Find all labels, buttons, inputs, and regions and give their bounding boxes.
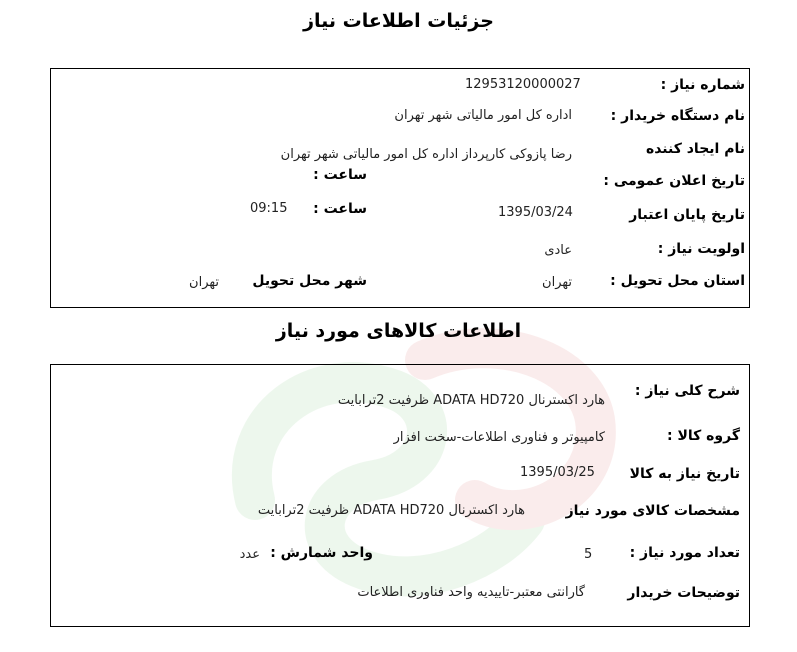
qty-label: تعداد مورد نیاز :	[629, 545, 740, 561]
group-label: گروه کالا :	[667, 428, 740, 444]
city-value: تهران	[189, 275, 219, 290]
need-number-value: 12953120000027	[465, 77, 581, 92]
desc-label: شرح کلی نیاز :	[634, 383, 740, 399]
items-title: اطلاعات کالاهای مورد نیاز	[275, 320, 522, 342]
announce-label: تاریخ اعلان عمومی :	[603, 173, 745, 189]
group-value: کامپیوتر و فناوری اطلاعات-سخت افزار	[393, 430, 605, 445]
details-title: جزئیات اطلاعات نیاز	[303, 10, 494, 32]
province-value: تهران	[542, 275, 572, 290]
expiry-date-value: 1395/03/24	[498, 205, 573, 220]
notes-value: گارانتی معتبر-تاییدیه واحد فناوری اطلاعات	[357, 585, 585, 600]
need-number-label: شماره نیاز :	[660, 77, 745, 93]
desc-value: هارد اکسترنال ADATA HD720 ظرفیت 2ترابایت	[337, 393, 605, 408]
province-label: استان محل تحویل :	[610, 273, 745, 289]
need-date-value: 1395/03/25	[520, 465, 595, 480]
creator-value: رضا پازوکی کارپرداز اداره کل امور مالیاتی شهر تهران	[280, 147, 572, 162]
unit-value: عدد	[239, 547, 260, 562]
expiry-label: تاریخ پایان اعتبار	[629, 207, 745, 223]
priority-label: اولویت نیاز :	[657, 241, 745, 257]
creator-label: نام ایجاد کننده	[645, 141, 745, 157]
buyer-value: اداره کل امور مالیاتی شهر تهران	[394, 108, 572, 123]
expiry-time-label: ساعت :	[313, 201, 367, 217]
spec-value: هارد اکسترنال ADATA HD720 ظرفیت 2ترابایت	[257, 503, 525, 518]
need-date-label: تاریخ نیاز به کالا	[629, 466, 740, 482]
spec-label: مشخصات کالای مورد نیاز	[565, 503, 740, 519]
announce-time-label: ساعت :	[313, 167, 367, 183]
expiry-time-value: 09:15	[250, 201, 288, 216]
buyer-label: نام دستگاه خریدار :	[610, 108, 745, 124]
notes-label: توضیحات خریدار	[627, 585, 740, 601]
qty-value: 5	[584, 547, 593, 562]
unit-label: واحد شمارش :	[270, 545, 373, 561]
priority-value: عادی	[544, 243, 572, 258]
city-label: شهر محل تحویل	[252, 273, 367, 289]
